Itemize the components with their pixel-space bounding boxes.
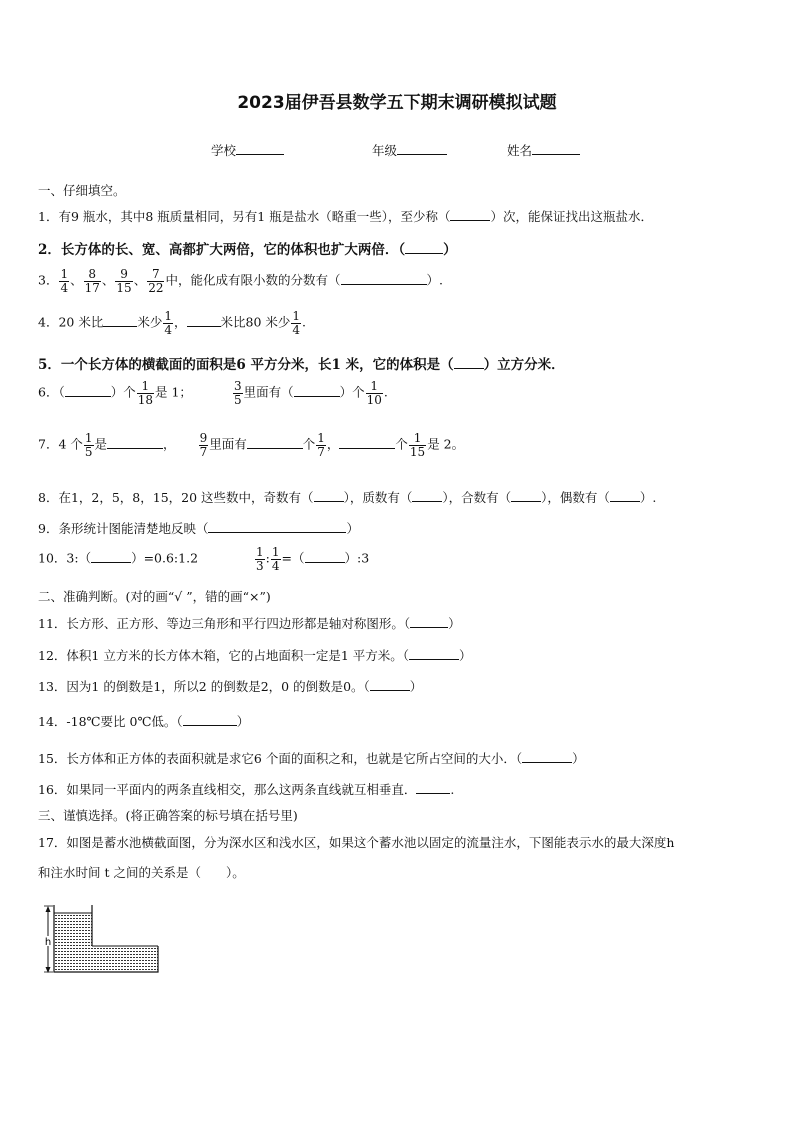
q9-text-a: 9．条形统计图能清楚地反映（ — [38, 521, 209, 536]
q4-comma: ， — [174, 314, 187, 330]
q10-text-a: 10．3:（ — [38, 550, 92, 566]
q4-fraction-2 — [291, 310, 301, 336]
q3-answer-blank[interactable] — [341, 272, 427, 285]
q10-blank-1[interactable] — [91, 550, 131, 563]
q10-colon: : — [265, 550, 270, 566]
numerator: 1 — [292, 309, 301, 323]
q6-fraction-1 — [137, 380, 154, 406]
q7-text-c: 里面有 — [209, 436, 247, 452]
denominator: 17 — [84, 280, 100, 295]
name-label: 姓名 — [507, 143, 533, 158]
reservoir-cross-section-figure — [40, 903, 164, 975]
q7-fraction-1 — [84, 432, 94, 458]
q16-answer-blank[interactable] — [416, 781, 450, 794]
denominator: 15 — [116, 280, 132, 295]
numerator: 7 — [147, 268, 164, 282]
q8-blank-prime[interactable] — [412, 489, 442, 502]
q7-text-d: 个 — [302, 436, 316, 452]
q14-text-b: ） — [236, 714, 250, 729]
q4-text-c: 米比80 米少 — [220, 314, 291, 330]
name-field — [507, 141, 580, 159]
question-6 — [38, 380, 388, 406]
q4-period: . — [302, 314, 307, 330]
numerator: 1 — [271, 545, 280, 559]
question-5 — [38, 353, 565, 373]
grade-field — [372, 141, 447, 159]
q6-blank-2[interactable] — [294, 384, 340, 397]
q7-text-b: 是 — [94, 436, 108, 452]
q8-blank-even[interactable] — [610, 489, 640, 502]
q6-fraction-2 — [233, 380, 243, 406]
question-13 — [38, 677, 422, 695]
arrow-up-icon — [46, 906, 51, 912]
section-1-heading: 一、仔细填空。 — [38, 183, 126, 198]
q1-answer-blank[interactable] — [450, 208, 490, 221]
q3-fraction-4 — [147, 268, 164, 294]
grade-blank[interactable] — [397, 142, 447, 155]
q4-blank-2[interactable] — [187, 314, 221, 327]
q8-blank-odd[interactable] — [314, 489, 344, 502]
question-9 — [38, 519, 359, 537]
denominator: 7 — [199, 444, 208, 459]
q6-text-b: ）个 — [110, 384, 136, 400]
question-17-line-1: 17．如图是蓄水池横截面图，分为深水区和浅水区，如果这个蓄水池以固定的流量注水，下图能表示水的最大深度h — [38, 835, 675, 850]
q12-text-b: ） — [459, 648, 472, 663]
page-title: 2023届伊吾县数学五下期末调研模拟试题 — [237, 93, 557, 113]
question-17-line-2: 和注水时间 t 之间的关系是（ ）。 — [38, 865, 245, 880]
q4-text-b: 米少 — [137, 314, 163, 330]
denominator: 4 — [60, 280, 69, 295]
q6-text-d: 里面有（ — [243, 384, 294, 400]
q7-comma-1: ， — [163, 436, 176, 452]
q1-text-a: 1．有9 瓶水，其中8 瓶质量相同，另有1 瓶是盐水（略重一些），至少称（ — [38, 209, 451, 224]
q12-text-a: 12．体积1 立方米的长方体木箱，它的占地面积一定是1 平方米。（ — [38, 648, 410, 663]
q7-comma-2: ， — [326, 436, 340, 452]
shallow-water-area — [92, 946, 158, 972]
q16-text-a: 16．如果同一平面内的两条直线相交，那么这两条直线就互相垂直． — [38, 782, 417, 797]
q3-fraction-3 — [115, 268, 132, 294]
numerator: 1 — [137, 380, 154, 394]
question-12 — [38, 646, 472, 664]
question-14 — [38, 712, 249, 730]
q10-fraction-1 — [255, 546, 265, 572]
denominator: 4 — [292, 322, 301, 337]
numerator: 8 — [84, 268, 101, 282]
q13-text-b: ） — [409, 679, 423, 694]
q7-text-a: 7．4 个 — [38, 436, 83, 452]
question-15 — [38, 749, 585, 767]
school-label: 学校 — [211, 143, 237, 158]
q4-text-a: 4．20 米比 — [38, 314, 104, 330]
question-1 — [38, 207, 653, 225]
deep-water-area — [54, 915, 92, 972]
name-blank[interactable] — [532, 142, 580, 155]
question-8 — [38, 488, 656, 506]
q9-answer-blank[interactable] — [208, 520, 346, 533]
q8-text-a: 8．在1，2，5，8，15，20 这些数中，奇数有（ — [38, 490, 314, 505]
q11-answer-blank[interactable] — [410, 615, 448, 628]
q4-blank-1[interactable] — [103, 314, 137, 327]
numerator: 1 — [164, 309, 172, 323]
denominator: 4 — [271, 558, 280, 573]
q15-text-a: 15．长方体和正方体的表面积就是求它6 个面的面积之和，也就是它所占空间的大小．（ — [38, 751, 523, 766]
q15-text-b: ） — [572, 751, 585, 766]
numerator: 3 — [233, 379, 242, 393]
q14-answer-blank[interactable] — [183, 713, 237, 726]
question-4 — [38, 310, 306, 336]
q5-text-b: ）立方分米． — [483, 357, 565, 373]
numerator: 9 — [115, 268, 132, 282]
numerator: 1 — [317, 431, 325, 445]
q6-blank-1[interactable] — [65, 384, 111, 397]
q7-text-e: 个 — [395, 436, 408, 452]
q8-text-e: ）. — [639, 490, 657, 505]
q2-text-a: 2．长方体的长、宽、高都扩大两倍，它的体积也扩大两倍．（ — [38, 242, 406, 258]
q6-period: . — [383, 384, 388, 400]
denominator: 10 — [366, 392, 382, 407]
question-16 — [38, 780, 454, 798]
section-3-heading: 三、谨慎选择。(将正确答案的标号填在括号里) — [38, 808, 298, 823]
q6-text-e: ）个 — [339, 384, 365, 400]
q11-text-a: 11．长方形、正方形、等边三角形和平行四边形都是轴对称图形。（ — [38, 616, 411, 631]
q7-blank-3[interactable] — [339, 436, 395, 449]
q12-answer-blank[interactable] — [409, 647, 459, 660]
denominator: 5 — [84, 444, 93, 459]
q7-blank-2[interactable] — [247, 436, 303, 449]
q7-fraction-2 — [199, 432, 209, 458]
question-10 — [38, 546, 369, 572]
q6-text-a: 6．（ — [38, 384, 65, 400]
q1-text-b: ）次，能保证找出这瓶盐水． — [490, 209, 653, 224]
q8-text-c: ），合数有（ — [442, 490, 512, 505]
school-field — [211, 141, 284, 159]
grade-label: 年级 — [372, 143, 398, 158]
q10-fraction-2 — [271, 546, 281, 572]
q3-text-a: 中，能化成有限小数的分数有（ — [165, 272, 341, 288]
denominator: 3 — [256, 558, 264, 573]
q14-text-a: 14．-18℃要比 0℃低。（ — [38, 714, 183, 729]
q2-text-b: ） — [443, 242, 457, 258]
q3-number: 3． — [38, 272, 59, 288]
q3-fraction-1 — [59, 268, 69, 294]
q7-text-f: 是 2。 — [427, 436, 465, 452]
q4-fraction-1 — [163, 310, 173, 336]
q7-blank-1[interactable] — [107, 436, 163, 449]
q15-answer-blank[interactable] — [522, 750, 572, 763]
q9-text-b: ） — [346, 521, 359, 536]
numerator: 1 — [60, 267, 69, 281]
separator: 、 — [101, 272, 115, 288]
q10-text-b: ）=0.6:1.2 — [131, 550, 199, 566]
numerator: 1 — [84, 431, 93, 445]
q8-text-d: ），偶数有（ — [541, 490, 610, 505]
q7-fraction-4 — [409, 432, 426, 458]
question-7 — [38, 432, 464, 458]
school-blank[interactable] — [236, 142, 284, 155]
denominator: 7 — [317, 444, 325, 459]
section-2-heading: 二、准确判断。(对的画“√ ”，错的画“×”) — [38, 589, 271, 604]
q6-fraction-3 — [366, 380, 383, 406]
denominator: 22 — [148, 280, 164, 295]
numerator: 9 — [199, 431, 208, 445]
denominator: 15 — [409, 444, 426, 459]
separator: 、 — [70, 272, 83, 288]
q10-blank-2[interactable] — [305, 550, 345, 563]
denominator: 5 — [233, 392, 242, 407]
q10-text-c: =（ — [281, 550, 305, 566]
height-label: h — [44, 937, 52, 948]
question-2 — [38, 238, 457, 258]
q13-answer-blank[interactable] — [370, 678, 410, 691]
q2-answer-blank[interactable] — [405, 241, 443, 254]
q8-blank-composite[interactable] — [511, 489, 541, 502]
q11-text-b: ） — [448, 616, 461, 631]
q3-text-b: ）. — [426, 272, 443, 288]
question-3 — [38, 268, 443, 294]
q5-text-a: 5．一个长方体的横截面的面积是6 平方分米，长1 米，它的体积是（ — [38, 357, 454, 373]
q5-answer-blank[interactable] — [454, 356, 484, 369]
numerator: 1 — [409, 432, 426, 446]
separator: 、 — [133, 272, 147, 288]
denominator: 18 — [137, 392, 153, 407]
numerator: 1 — [366, 380, 383, 394]
q7-fraction-3 — [316, 432, 326, 458]
numerator: 1 — [256, 545, 264, 559]
q6-text-c: 是 1； — [155, 384, 192, 400]
q10-text-d: ）:3 — [344, 550, 370, 566]
denominator: 4 — [164, 322, 172, 337]
q13-text-a: 13．因为1 的倒数是1，所以2 的倒数是2，0 的倒数是0。（ — [38, 679, 370, 694]
q8-text-b: ），质数有（ — [343, 490, 413, 505]
q3-fraction-2 — [84, 268, 101, 294]
q16-text-b: . — [450, 782, 455, 797]
question-11 — [38, 614, 461, 632]
